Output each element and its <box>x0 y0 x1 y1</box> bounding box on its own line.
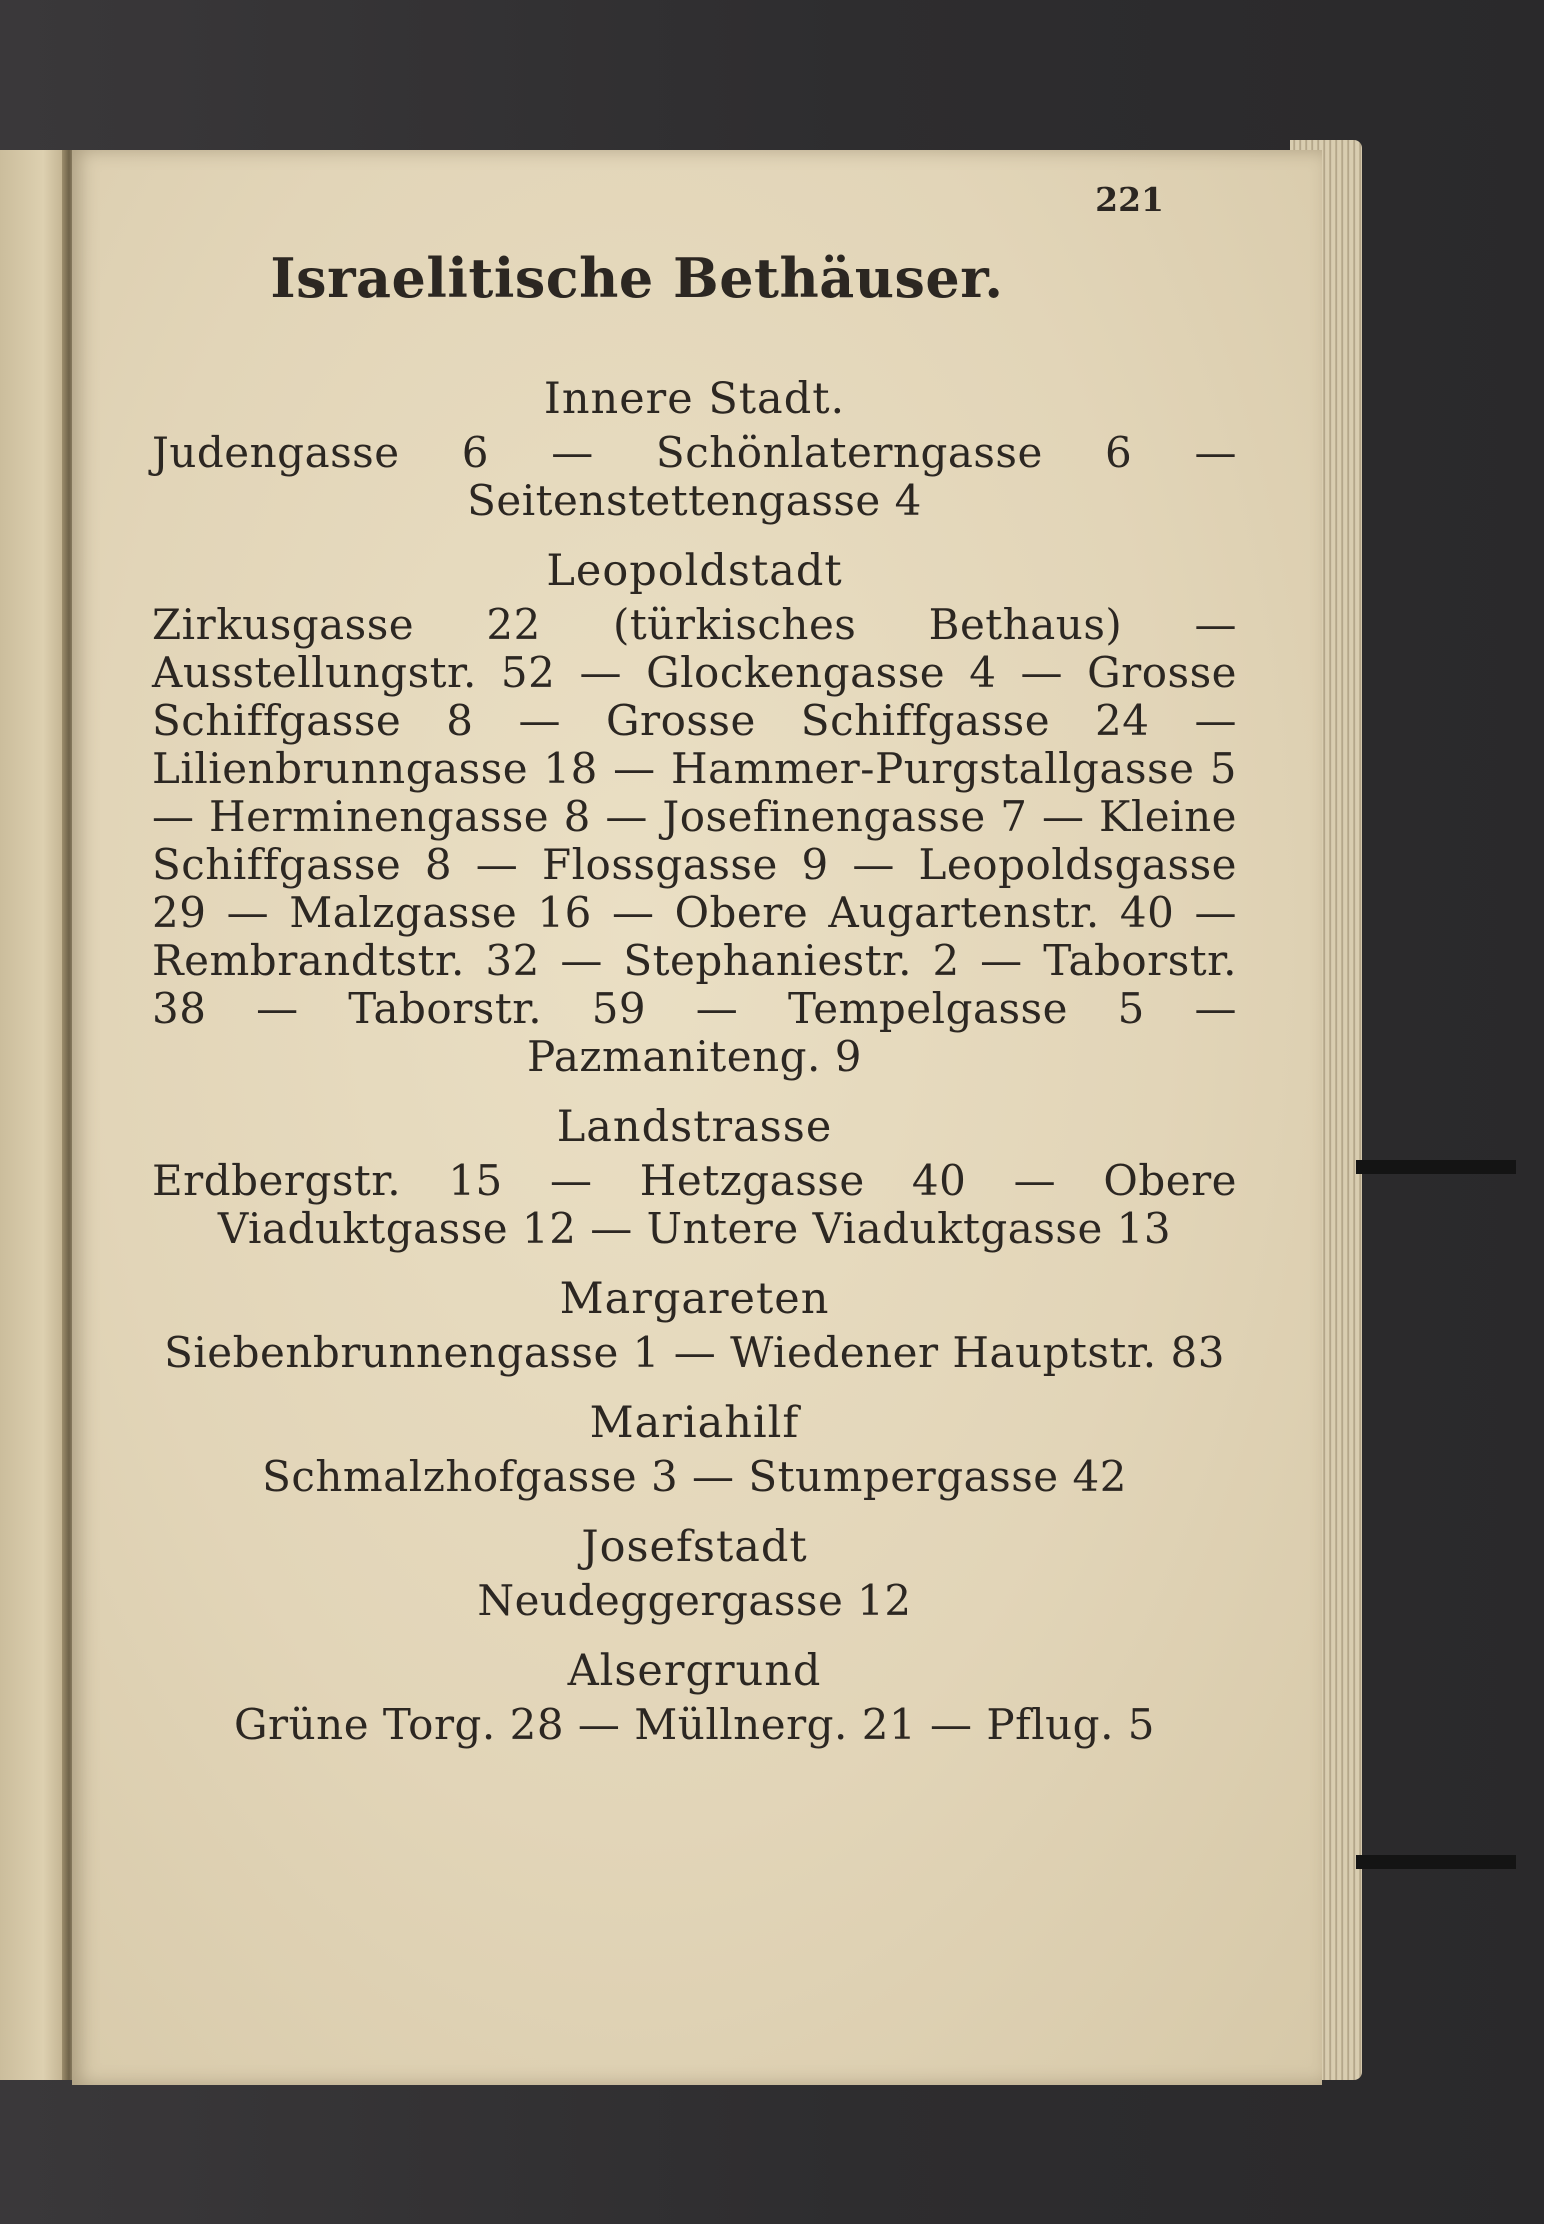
address-list: Zirkusgasse 22 (türkisches Bethaus) — Ausstellungstr. 52 — Glockengasse 4 — Grosse Schiffgasse 8 — Grosse Schiffgasse 24 — Lilienbrunngasse 18 — Hammer-Purgstallgasse 5 — Herminengasse 8 — Josefinengasse 7 — Kleine Schiffgasse 8 — Flossgasse 9 — Leopoldsgasse 29 — Malzgasse 16 — Obere Augartenstr. 40 — Rembrandtstr. 32 — Stephaniestr. 2 — Taborstr. 38 — Taborstr. 59 — Tempelgasse 5 — Pazmaniteng. 9 <box>152 600 1237 1081</box>
district-heading: Josefstadt <box>581 1522 808 1572</box>
background-strip <box>1356 1160 1516 1174</box>
page-title: Israelitische Bethäuser. <box>270 246 1004 310</box>
district-heading: Mariahilf <box>589 1398 800 1448</box>
district-heading: Leopoldstadt <box>546 546 843 596</box>
district-heading: Innere Stadt. <box>543 374 846 424</box>
section-alsergrund <box>152 1647 1237 1749</box>
address-list: Schmalzhofgasse 3 — Stumpergasse 42 <box>262 1452 1127 1501</box>
address-list: Grüne Torg. 28 — Müllnerg. 21 — Pflug. 5 <box>233 1700 1155 1749</box>
section-mariahilf <box>152 1399 1237 1501</box>
section-margareten <box>152 1275 1237 1377</box>
district-heading: Margareten <box>559 1274 830 1324</box>
background-strip <box>1356 1855 1516 1869</box>
address-list: Siebenbrunnengasse 1 — Wiedener Hauptstr. 83 <box>164 1328 1225 1377</box>
section-leopoldstadt <box>152 547 1237 1081</box>
book-page <box>72 150 1322 2085</box>
section-landstrasse <box>152 1103 1237 1253</box>
district-heading: Landstrasse <box>556 1102 833 1152</box>
address-list: Judengasse 6 — Schönlaterngasse 6 — Seitenstettengasse 4 <box>152 428 1237 525</box>
page-content <box>152 375 1237 1771</box>
district-heading: Alsergrund <box>567 1646 822 1696</box>
page-number: 221 <box>1095 180 1164 219</box>
address-list: Neudeggergasse 12 <box>477 1576 912 1625</box>
section-josefstadt <box>152 1523 1237 1625</box>
address-list: Erdbergstr. 15 — Hetzgasse 40 — Obere Viaduktgasse 12 — Untere Viaduktgasse 13 <box>152 1156 1237 1253</box>
section-innere-stadt <box>152 375 1237 525</box>
